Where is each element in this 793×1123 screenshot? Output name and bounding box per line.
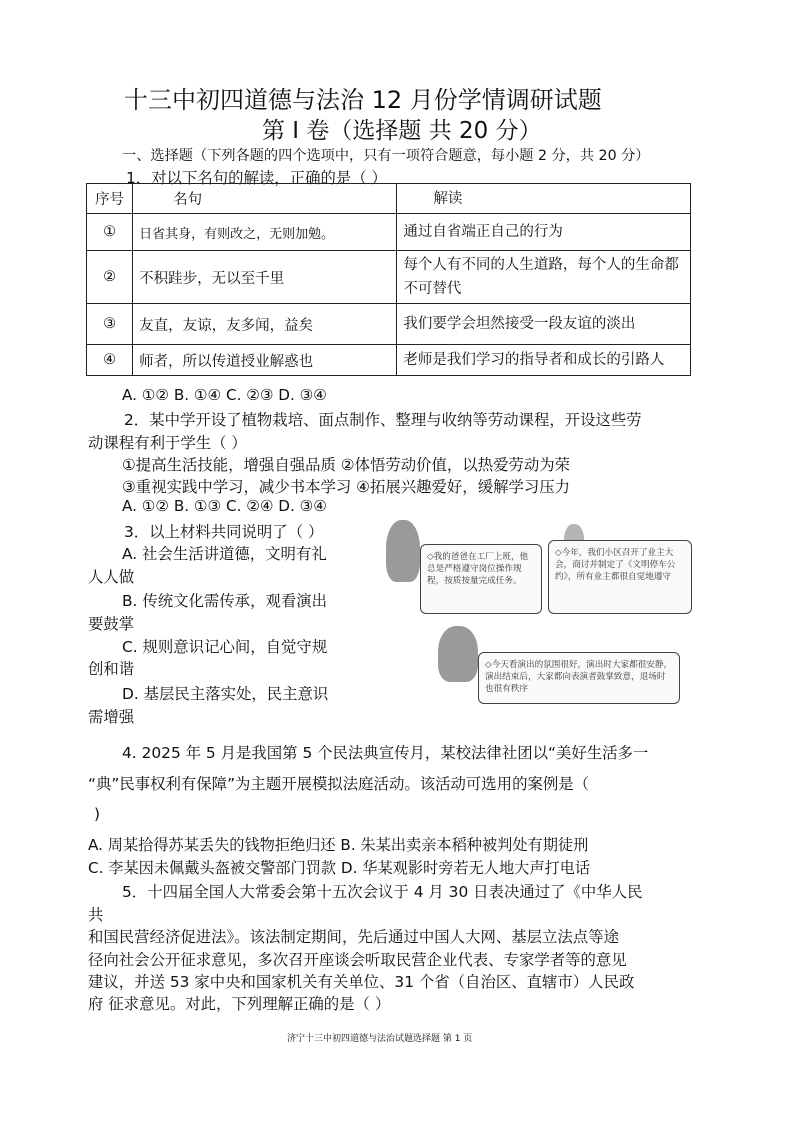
q3-option-a-line2: 人人做 — [88, 568, 135, 586]
table-row — [87, 214, 691, 251]
q5-line3: 和国民营经济促进法》。该法制定期间，先后通过中国人大网、基层立法点等途 — [88, 928, 619, 946]
person-silhouette-icon — [438, 626, 478, 682]
row-quote: 友直，友谅，友多闻，益矣 — [133, 304, 397, 345]
q4-stem-line3: ) — [94, 805, 101, 823]
q3-option-a-line1: A. 社会生活讲道德，文明有礼 — [122, 545, 327, 563]
exam-subtitle: 第 I 卷（选择题 共 20 分） — [262, 118, 542, 144]
row-number: ③ — [87, 304, 133, 345]
q5-line2: 共 — [88, 906, 104, 924]
q5-line4: 径向社会公开征求意见，多次召开座谈会听取民营企业代表、专家学者等的意见 — [88, 951, 627, 969]
row-quote: 不积跬步，无以至千里 — [133, 251, 397, 304]
q3-option-c-line2: 创和谐 — [88, 660, 135, 678]
header-cell-reading: 解读 — [397, 184, 691, 214]
page-footer: 济宁十三中初四道德与法治试题选择题 第 1 页 — [287, 1034, 473, 1044]
q4-options-line2: C. 李某因未佩戴头盔被交警部门罚款 D. 华某观影时旁若无人地大声打电话 — [88, 859, 591, 877]
q3-option-b-line1: B. 传统文化需传承，观看演出 — [122, 592, 328, 610]
row-reading: 通过自省端正自己的行为 — [397, 214, 691, 251]
speech-bubble: ◇我的爸爸在工厂上班，他总是严格遵守岗位操作规程，按质按量完成任务。 — [420, 544, 542, 614]
person-silhouette-icon — [386, 520, 420, 582]
row-quote: 日省其身，有则改之，无则加勉。 — [133, 214, 397, 251]
row-reading: 老师是我们学习的指导者和成长的引路人 — [397, 345, 691, 376]
q1-quote-table — [86, 183, 691, 376]
q3-option-d-line1: D. 基层民主落实处，民主意识 — [122, 685, 329, 703]
q3-stem: 3．以上材料共同说明了（ ） — [124, 523, 324, 541]
section-heading: 一、选择题（下列各题的四个选项中，只有一项符合题意，每小题 2 分，共 20 分） — [122, 148, 650, 164]
row-reading: 每个人有不同的人生道路，每个人的生命都不可替代 — [397, 251, 691, 304]
row-quote: 师者，所以传道授业解惑也 — [133, 345, 397, 376]
q1-stem: 1．对以下名句的解读，正确的是（ ） — [126, 169, 387, 187]
exam-title: 十三中初四道德与法治 12 月份学情调研试题 — [124, 86, 602, 114]
table-row — [87, 304, 691, 345]
row-number: ④ — [87, 345, 133, 376]
header-cell-no: 序号 — [87, 184, 133, 214]
q4-stem-line1: 4. 2025 年 5 月是我国第 5 个民法典宣传月，某校法律社团以“美好生活多一 — [122, 744, 649, 762]
header-cell-quote: 名句 — [133, 184, 397, 214]
row-number: ② — [87, 251, 133, 304]
q4-stem-line2: “典”民事权利有保障”为主题开展模拟法庭活动。该活动可选用的案例是（ — [88, 775, 590, 793]
q2-stem-line2: 动课程有利于学生（ ） — [88, 434, 247, 452]
table-row — [87, 345, 691, 376]
q5-line6: 府 征求意见。对此，下列理解正确的是（ ） — [88, 995, 391, 1013]
speech-bubble: ◇今年，我们小区召开了业主大会，商讨并制定了《文明停车公约》，所有业主都很自觉地遵守 — [548, 540, 692, 614]
q4-options-line1: A. 周某拾得苏某丢失的钱物拒绝归还 B. 朱某出卖亲本稻种被判处有期徒刑 — [88, 836, 589, 854]
q2-items-line2: ③重视实践中学习，减少书本学习 ④拓展兴趣爱好，缓解学习压力 — [122, 478, 571, 496]
table-row — [87, 251, 691, 304]
q3-option-d-line2: 需增强 — [88, 708, 135, 726]
q2-options: A. ①② B. ①③ C. ②④ D. ③④ — [122, 497, 327, 515]
row-number: ① — [87, 214, 133, 251]
q5-line5: 建议，并送 53 家中央和国家机关有关单位、31 个省（自治区、直辖市）人民政 — [88, 973, 635, 991]
q5-line1: 5．十四届全国人大常委会第十五次会议于 4 月 30 日表决通过了《中华人民 — [122, 883, 643, 901]
q1-options: A. ①② B. ①④ C. ②③ D. ③④ — [122, 386, 327, 404]
speech-bubble: ◇今天看演出的氛围很好，演出时大家都很安静，演出结束后，大家都向表演者鼓掌致意，退场时也很有秩序 — [478, 652, 680, 704]
row-reading: 我们要学会坦然接受一段友谊的淡出 — [397, 304, 691, 345]
q2-items-line1: ①提高生活技能，增强自强品质 ②体悟劳动价值，以热爱劳动为荣 — [122, 456, 571, 474]
q3-option-c-line1: C. 规则意识记心间，自觉守规 — [122, 638, 328, 656]
q3-option-b-line2: 要鼓掌 — [88, 615, 135, 633]
table-header-row — [87, 184, 691, 214]
q3-illustration — [386, 518, 692, 706]
q2-stem-line1: 2．某中学开设了植物栽培、面点制作、整理与收纳等劳动课程，开设这些劳 — [124, 411, 642, 429]
